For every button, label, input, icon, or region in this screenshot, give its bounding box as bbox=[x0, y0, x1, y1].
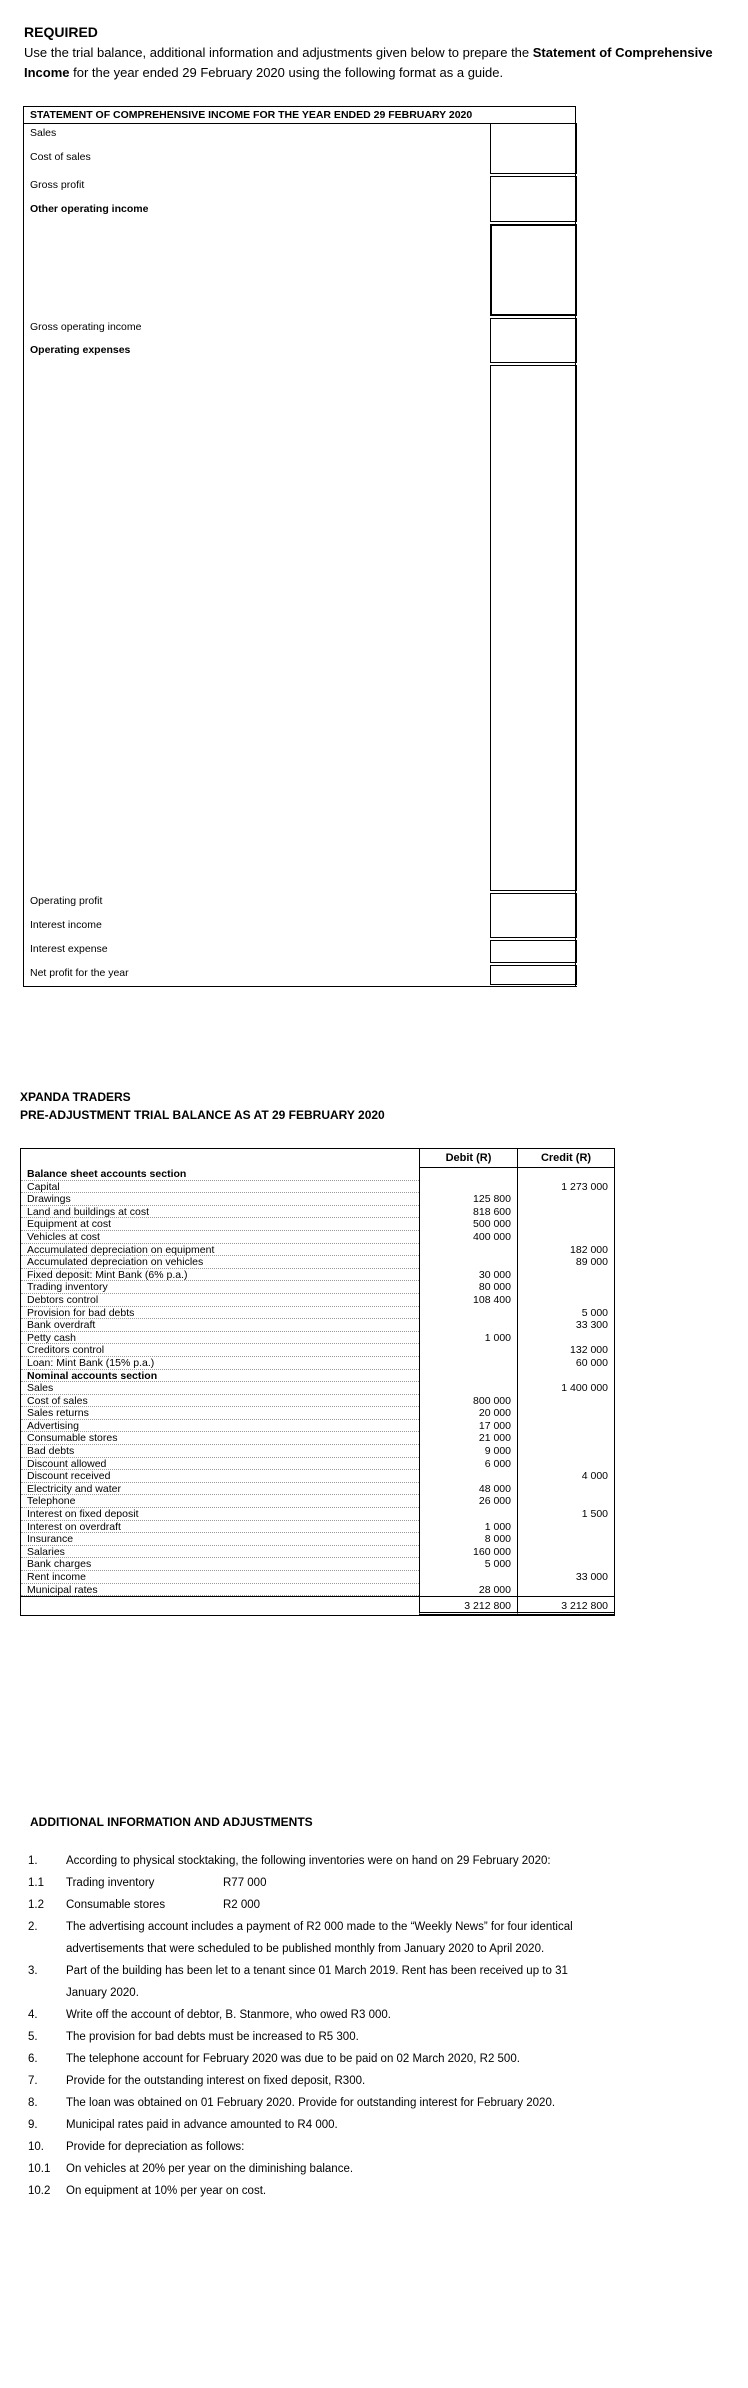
statement-other-operating-income: Other operating income bbox=[30, 203, 149, 215]
row-debit: 20 000 bbox=[419, 1407, 517, 1420]
row-credit: 4 000 bbox=[517, 1470, 614, 1483]
list-item bbox=[28, 1872, 588, 1894]
row-debit bbox=[419, 1168, 517, 1181]
table-row bbox=[21, 1571, 614, 1584]
amount-box-operating-expenses[interactable] bbox=[490, 365, 577, 891]
table-row bbox=[21, 1281, 614, 1294]
row-credit bbox=[517, 1218, 614, 1231]
row-description: Petty cash bbox=[21, 1332, 419, 1345]
row-description: Insurance bbox=[21, 1533, 419, 1546]
amount-box-sales[interactable] bbox=[490, 123, 577, 174]
item-number: 7. bbox=[28, 2075, 38, 2087]
amount-box-interest-expense[interactable] bbox=[490, 940, 577, 963]
item-number: 4. bbox=[28, 2009, 38, 2021]
row-credit bbox=[517, 1193, 614, 1206]
row-credit: 33 000 bbox=[517, 1571, 614, 1584]
row-description: Bad debts bbox=[21, 1445, 419, 1458]
table-row bbox=[21, 1319, 614, 1332]
table-row bbox=[21, 1407, 614, 1420]
row-description: Accumulated depreciation on vehicles bbox=[21, 1256, 419, 1269]
table-row bbox=[21, 1508, 614, 1521]
statement-interest-income: Interest income bbox=[30, 919, 102, 931]
item-text: Municipal rates paid in advance amounted to R4 000. bbox=[66, 2119, 338, 2131]
row-description: Advertising bbox=[21, 1420, 419, 1433]
statement-interest-expense: Interest expense bbox=[30, 943, 108, 955]
row-credit bbox=[517, 1420, 614, 1433]
table-row bbox=[21, 1584, 614, 1597]
list-item bbox=[28, 2136, 588, 2158]
item-text: Part of the building has been let to a tenant since 01 March 2019. Rent has been received up to 31 January 2020. bbox=[66, 1965, 568, 1999]
row-debit bbox=[419, 1470, 517, 1483]
row-credit: 1 400 000 bbox=[517, 1382, 614, 1395]
list-item bbox=[28, 2048, 588, 2070]
row-debit: 400 000 bbox=[419, 1231, 517, 1244]
amount-box-other-income[interactable] bbox=[490, 224, 577, 316]
table-row bbox=[21, 1168, 614, 1181]
row-debit: 28 000 bbox=[419, 1584, 517, 1597]
item-value: R77 000 bbox=[223, 1877, 267, 1889]
item-number: 10. bbox=[28, 2141, 44, 2153]
list-item bbox=[28, 1894, 588, 1916]
item-number: 8. bbox=[28, 2097, 38, 2109]
item-number: 10.2 bbox=[28, 2185, 51, 2197]
col-debit: Debit (R) bbox=[419, 1149, 517, 1168]
item-text: According to physical stocktaking, the following inventories were on hand on 29 February 2020: bbox=[66, 1855, 551, 1867]
item-text: Provide for depreciation as follows: bbox=[66, 2141, 245, 2153]
additional-info-title: ADDITIONAL INFORMATION AND ADJUSTMENTS bbox=[30, 1815, 313, 1829]
item-value: R2 000 bbox=[223, 1899, 261, 1911]
trial-balance-totals bbox=[21, 1596, 614, 1615]
table-row bbox=[21, 1269, 614, 1282]
row-credit bbox=[517, 1231, 614, 1244]
trial-balance-header bbox=[21, 1149, 614, 1168]
amount-box-gross-profit[interactable] bbox=[490, 176, 577, 222]
row-credit bbox=[517, 1206, 614, 1219]
row-debit bbox=[419, 1319, 517, 1332]
amount-box-net-profit[interactable] bbox=[490, 965, 577, 985]
table-row bbox=[21, 1370, 614, 1383]
col-credit: Credit (R) bbox=[517, 1149, 614, 1168]
row-description: Provision for bad debts bbox=[21, 1307, 419, 1320]
row-debit bbox=[419, 1244, 517, 1257]
row-debit: 125 800 bbox=[419, 1193, 517, 1206]
list-item bbox=[28, 2180, 588, 2202]
statement-cost-of-sales: Cost of sales bbox=[30, 151, 91, 163]
list-item bbox=[28, 2070, 588, 2092]
instruction-post: for the year ended 29 February 2020 using the following format as a guide. bbox=[69, 65, 504, 80]
row-debit: 8 000 bbox=[419, 1533, 517, 1546]
row-credit bbox=[517, 1432, 614, 1445]
table-row bbox=[21, 1483, 614, 1496]
item-text: The telephone account for February 2020 was due to be paid on 02 March 2020, R2 500. bbox=[66, 2053, 520, 2065]
row-debit bbox=[419, 1571, 517, 1584]
item-number: 3. bbox=[28, 1965, 38, 1977]
row-debit: 6 000 bbox=[419, 1458, 517, 1471]
list-item bbox=[28, 1916, 588, 1960]
row-debit: 1 000 bbox=[419, 1521, 517, 1534]
table-row bbox=[21, 1420, 614, 1433]
row-description: Municipal rates bbox=[21, 1584, 419, 1597]
additional-info-list bbox=[28, 1850, 588, 2202]
row-credit bbox=[517, 1533, 614, 1546]
company-name: XPANDA TRADERS bbox=[20, 1090, 131, 1104]
item-number: 10.1 bbox=[28, 2163, 51, 2175]
row-description: Trading inventory bbox=[21, 1281, 419, 1294]
row-credit bbox=[517, 1558, 614, 1571]
row-description: Nominal accounts section bbox=[21, 1370, 419, 1383]
amount-box-operating-profit[interactable] bbox=[490, 893, 577, 938]
table-row bbox=[21, 1382, 614, 1395]
row-credit: 5 000 bbox=[517, 1307, 614, 1320]
table-row bbox=[21, 1458, 614, 1471]
row-credit bbox=[517, 1370, 614, 1383]
row-debit: 1 000 bbox=[419, 1332, 517, 1345]
statement-sales: Sales bbox=[30, 127, 57, 139]
amount-box-gross-operating-income[interactable] bbox=[490, 318, 577, 363]
item-text: The loan was obtained on 01 February 2020. Provide for outstanding interest for February 2020. bbox=[66, 2097, 556, 2109]
table-row bbox=[21, 1445, 614, 1458]
row-description: Bank charges bbox=[21, 1558, 419, 1571]
row-debit: 800 000 bbox=[419, 1395, 517, 1408]
item-text: On vehicles at 20% per year on the diminishing balance. bbox=[66, 2163, 354, 2175]
table-row bbox=[21, 1244, 614, 1257]
row-debit: 21 000 bbox=[419, 1432, 517, 1445]
row-credit bbox=[517, 1483, 614, 1496]
row-debit: 9 000 bbox=[419, 1445, 517, 1458]
row-credit bbox=[517, 1445, 614, 1458]
table-row bbox=[21, 1256, 614, 1269]
row-credit bbox=[517, 1521, 614, 1534]
row-credit bbox=[517, 1407, 614, 1420]
item-number: 6. bbox=[28, 2053, 38, 2065]
list-item bbox=[28, 2114, 588, 2136]
table-row bbox=[21, 1344, 614, 1357]
trial-balance-body bbox=[21, 1168, 614, 1596]
list-item bbox=[28, 2158, 588, 2180]
item-number: 5. bbox=[28, 2031, 38, 2043]
row-credit bbox=[517, 1168, 614, 1181]
row-debit bbox=[419, 1181, 517, 1194]
row-debit: 818 600 bbox=[419, 1206, 517, 1219]
row-credit bbox=[517, 1269, 614, 1282]
table-row bbox=[21, 1193, 614, 1206]
total-credit: 3 212 800 bbox=[517, 1597, 614, 1615]
table-row bbox=[21, 1533, 614, 1546]
item-number: 1.1 bbox=[28, 1877, 44, 1889]
item-text: The advertising account includes a payment of R2 000 made to the “Weekly News” for four identical advertisements that were scheduled to be published monthly from January 2020 to April 2020. bbox=[66, 1921, 573, 1955]
row-debit bbox=[419, 1508, 517, 1521]
statement-gross-operating-income: Gross operating income bbox=[30, 321, 142, 333]
instruction-pre: Use the trial balance, additional information and adjustments given below to prepare the bbox=[24, 45, 533, 60]
row-description: Creditors control bbox=[21, 1344, 419, 1357]
row-debit: 5 000 bbox=[419, 1558, 517, 1571]
trial-balance-table bbox=[20, 1148, 615, 1616]
statement-gross-profit: Gross profit bbox=[30, 179, 85, 191]
row-description: Vehicles at cost bbox=[21, 1231, 419, 1244]
row-debit: 80 000 bbox=[419, 1281, 517, 1294]
row-credit: 182 000 bbox=[517, 1244, 614, 1257]
row-description: Fixed deposit: Mint Bank (6% p.a.) bbox=[21, 1269, 419, 1282]
row-description: Interest on overdraft bbox=[21, 1521, 419, 1534]
trial-balance-title: PRE-ADJUSTMENT TRIAL BALANCE AS AT 29 FEBRUARY 2020 bbox=[20, 1108, 385, 1122]
table-row bbox=[21, 1332, 614, 1345]
row-credit bbox=[517, 1395, 614, 1408]
item-text: Trading inventory bbox=[66, 1877, 155, 1889]
table-row bbox=[21, 1231, 614, 1244]
row-debit: 26 000 bbox=[419, 1495, 517, 1508]
table-row bbox=[21, 1521, 614, 1534]
table-row bbox=[21, 1218, 614, 1231]
item-number: 9. bbox=[28, 2119, 38, 2131]
table-row bbox=[21, 1357, 614, 1370]
row-debit bbox=[419, 1382, 517, 1395]
row-credit: 89 000 bbox=[517, 1256, 614, 1269]
table-row bbox=[21, 1495, 614, 1508]
statement-operating-expenses: Operating expenses bbox=[30, 344, 131, 356]
row-debit: 30 000 bbox=[419, 1269, 517, 1282]
row-description: Cost of sales bbox=[21, 1395, 419, 1408]
row-credit: 1 273 000 bbox=[517, 1181, 614, 1194]
row-description: Equipment at cost bbox=[21, 1218, 419, 1231]
item-text: Write off the account of debtor, B. Stanmore, who owed R3 000. bbox=[66, 2009, 391, 2021]
required-instruction bbox=[24, 43, 724, 83]
row-credit bbox=[517, 1458, 614, 1471]
table-row bbox=[21, 1395, 614, 1408]
table-row bbox=[21, 1470, 614, 1483]
row-credit bbox=[517, 1584, 614, 1597]
required-heading: REQUIRED bbox=[24, 24, 98, 40]
item-number: 1.2 bbox=[28, 1899, 44, 1911]
table-row bbox=[21, 1294, 614, 1307]
row-credit bbox=[517, 1495, 614, 1508]
row-credit bbox=[517, 1546, 614, 1559]
item-text: On equipment at 10% per year on cost. bbox=[66, 2185, 267, 2197]
row-debit bbox=[419, 1256, 517, 1269]
row-description: Accumulated depreciation on equipment bbox=[21, 1244, 419, 1257]
row-credit: 33 300 bbox=[517, 1319, 614, 1332]
row-debit bbox=[419, 1357, 517, 1370]
item-number: 1. bbox=[28, 1855, 38, 1867]
row-description: Loan: Mint Bank (15% p.a.) bbox=[21, 1357, 419, 1370]
list-item bbox=[28, 2092, 588, 2114]
row-description: Discount allowed bbox=[21, 1458, 419, 1471]
row-debit: 17 000 bbox=[419, 1420, 517, 1433]
row-debit bbox=[419, 1307, 517, 1320]
row-description: Discount received bbox=[21, 1470, 419, 1483]
row-credit bbox=[517, 1281, 614, 1294]
row-credit: 1 500 bbox=[517, 1508, 614, 1521]
row-debit: 500 000 bbox=[419, 1218, 517, 1231]
table-row bbox=[21, 1432, 614, 1445]
row-description: Sales bbox=[21, 1382, 419, 1395]
row-description: Salaries bbox=[21, 1546, 419, 1559]
statement-heading: STATEMENT OF COMPREHENSIVE INCOME FOR THE YEAR ENDED 29 FEBRUARY 2020 bbox=[24, 107, 575, 124]
row-debit: 48 000 bbox=[419, 1483, 517, 1496]
row-debit: 160 000 bbox=[419, 1546, 517, 1559]
total-debit: 3 212 800 bbox=[419, 1597, 517, 1615]
row-description: Sales returns bbox=[21, 1407, 419, 1420]
row-description: Balance sheet accounts section bbox=[21, 1168, 419, 1181]
row-description: Rent income bbox=[21, 1571, 419, 1584]
list-item bbox=[28, 2026, 588, 2048]
row-description: Consumable stores bbox=[21, 1432, 419, 1445]
table-row bbox=[21, 1307, 614, 1320]
row-debit bbox=[419, 1344, 517, 1357]
item-text: Provide for the outstanding interest on fixed deposit, R300. bbox=[66, 2075, 366, 2087]
row-credit bbox=[517, 1294, 614, 1307]
list-item bbox=[28, 2004, 588, 2026]
table-row bbox=[21, 1546, 614, 1559]
statement-operating-profit: Operating profit bbox=[30, 895, 103, 907]
table-row bbox=[21, 1206, 614, 1219]
row-description: Capital bbox=[21, 1181, 419, 1194]
row-description: Debtors control bbox=[21, 1294, 419, 1307]
row-credit: 132 000 bbox=[517, 1344, 614, 1357]
row-description: Land and buildings at cost bbox=[21, 1206, 419, 1219]
list-item bbox=[28, 1960, 588, 2004]
row-description: Bank overdraft bbox=[21, 1319, 419, 1332]
item-text: Consumable stores bbox=[66, 1899, 166, 1911]
table-row bbox=[21, 1558, 614, 1571]
list-item bbox=[28, 1850, 588, 1872]
instruction-bold: Statement of Comprehensive Income bbox=[24, 45, 713, 80]
item-number: 2. bbox=[28, 1921, 38, 1933]
row-debit bbox=[419, 1370, 517, 1383]
row-description: Interest on fixed deposit bbox=[21, 1508, 419, 1521]
row-description: Telephone bbox=[21, 1495, 419, 1508]
statement-net-profit: Net profit for the year bbox=[30, 967, 129, 979]
table-row bbox=[21, 1181, 614, 1194]
double-underline bbox=[490, 984, 577, 987]
row-description: Electricity and water bbox=[21, 1483, 419, 1496]
row-credit bbox=[517, 1332, 614, 1345]
row-debit: 108 400 bbox=[419, 1294, 517, 1307]
row-credit: 60 000 bbox=[517, 1357, 614, 1370]
statement-template bbox=[23, 106, 576, 987]
row-description: Drawings bbox=[21, 1193, 419, 1206]
item-text: The provision for bad debts must be increased to R5 300. bbox=[66, 2031, 359, 2043]
